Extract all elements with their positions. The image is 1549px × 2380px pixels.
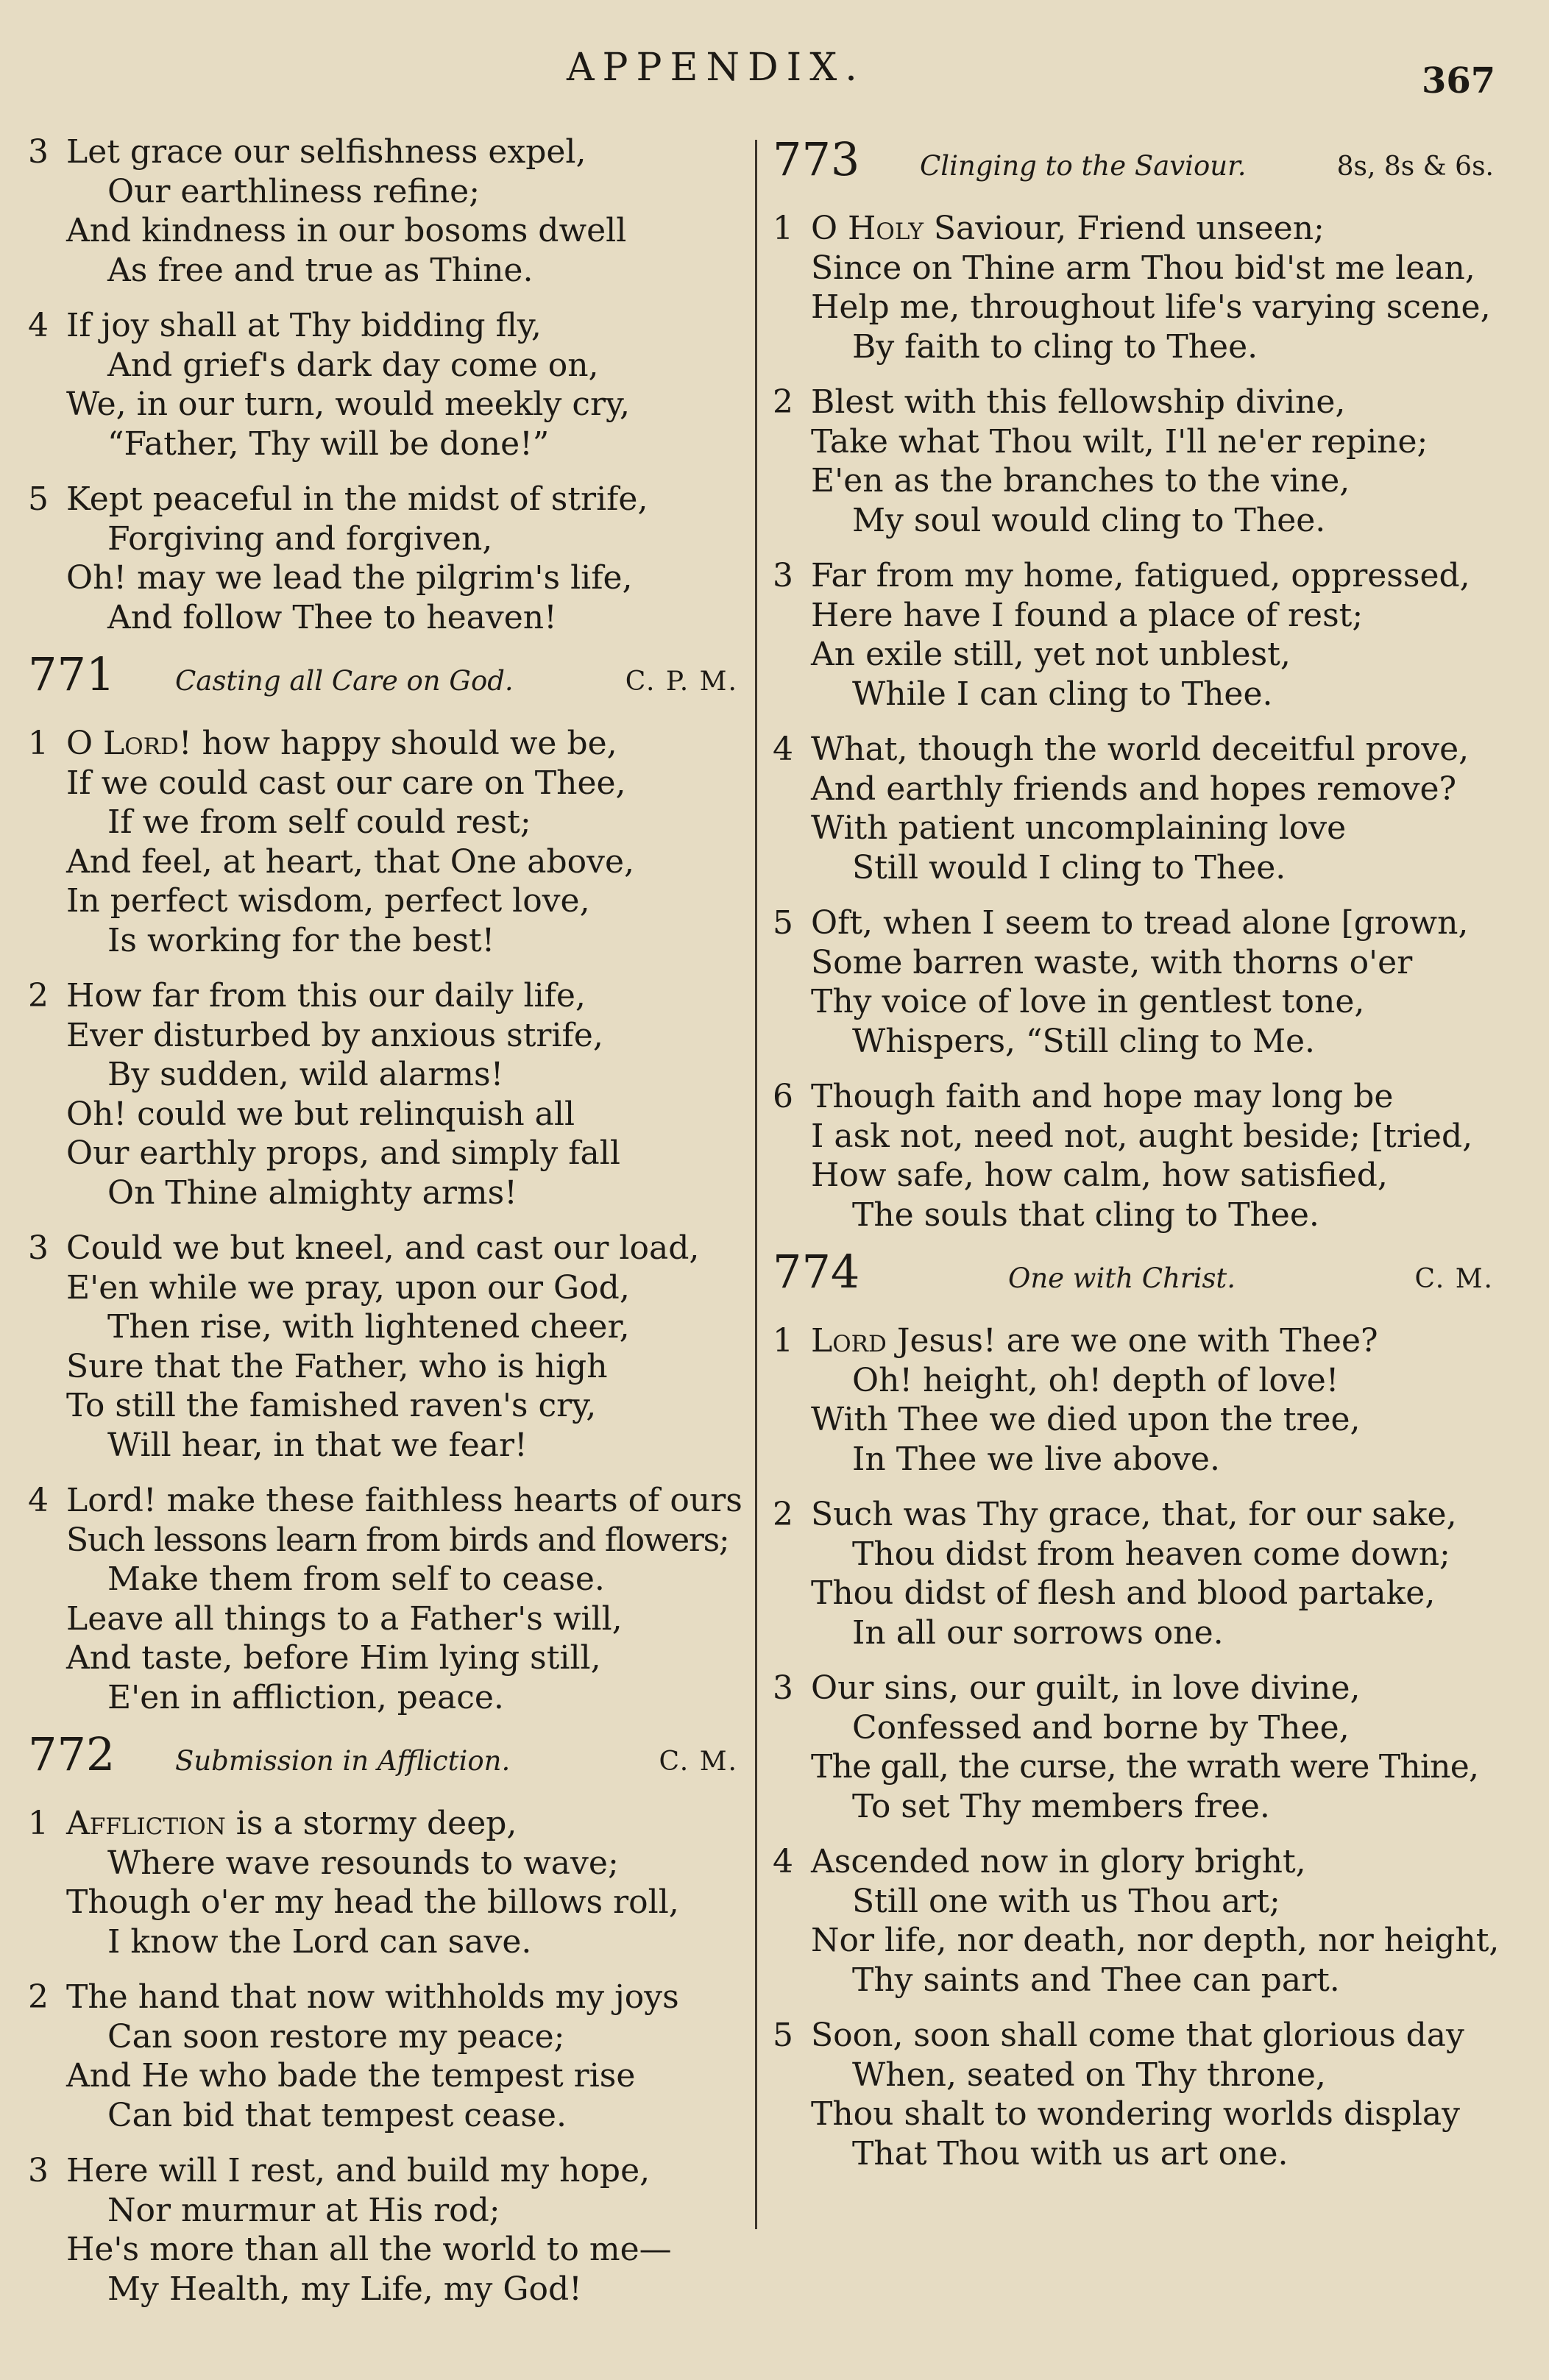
verse-line: If we from self could rest; xyxy=(107,803,531,841)
verse-line: Ever disturbed by anxious strife, xyxy=(66,1016,603,1054)
verse-line: Nor life, nor death, nor depth, nor height, xyxy=(811,1922,1500,1959)
left-column xyxy=(28,132,745,2325)
verse-line: And earthly friends and hopes remove? xyxy=(811,770,1457,808)
verse-line: My soul would cling to Thee. xyxy=(852,501,1326,539)
hymn-heading-774 xyxy=(773,1245,1501,1311)
stanza xyxy=(28,132,745,290)
stanza-number: 1 xyxy=(773,210,793,247)
verse-line: “Father, Thy will be done!” xyxy=(107,425,550,463)
hymn-heading-771 xyxy=(28,647,745,714)
stanza xyxy=(773,903,1501,1061)
verse-line: Thou didst of flesh and blood partake, xyxy=(811,1574,1436,1612)
stanza-number: 3 xyxy=(28,2152,49,2189)
stanza xyxy=(773,1077,1501,1235)
verse-line: E'en as the branches to the vine, xyxy=(811,462,1350,500)
verse-line: If joy shall at Thy bidding fly, xyxy=(66,307,542,344)
hymn-title: Submission in Affliction. xyxy=(175,1745,511,1777)
verse-line: Some barren waste, with thorns o'er xyxy=(811,943,1413,981)
stanza-number: 4 xyxy=(28,307,49,344)
verse-line: Thou didst from heaven come down; xyxy=(852,1535,1450,1573)
hymn-number: 773 xyxy=(773,132,860,186)
small-caps-lead: O Holy xyxy=(811,210,924,247)
stanza xyxy=(773,730,1501,887)
verse-line: In Thee we live above. xyxy=(852,1440,1220,1478)
verse-line: Help me, throughout life's varying scene, xyxy=(811,288,1491,326)
verse-line: Ascended now in glory bright, xyxy=(811,1843,1306,1880)
verse-line: By faith to cling to Thee. xyxy=(852,327,1258,366)
stanza-number: 4 xyxy=(28,1482,49,1519)
verse-line: is a stormy deep, xyxy=(225,1805,517,1842)
verse-line: Leave all things to a Father's will, xyxy=(66,1599,623,1638)
verse-line: By sudden, wild alarms! xyxy=(107,1056,504,1093)
verse-line: How far from this our daily life, xyxy=(66,977,586,1015)
stanza xyxy=(28,976,745,1212)
verse-line: To still the famished raven's cry, xyxy=(66,1387,597,1424)
stanza-number: 3 xyxy=(773,557,793,594)
stanza xyxy=(773,1842,1501,2000)
page-header xyxy=(0,46,1549,104)
verse-line: Soon, soon shall come that glorious day xyxy=(811,2017,1464,2054)
verse-line: Still one with us Thou art; xyxy=(852,1882,1280,1920)
right-column xyxy=(773,132,1501,2189)
running-head: APPENDIX. xyxy=(567,46,865,90)
hymn-meter: 8s, 8s & 6s. xyxy=(1336,152,1494,182)
small-caps-lead: Affliction xyxy=(66,1805,226,1842)
verse-line: Our earthliness refine; xyxy=(107,172,481,210)
verse-line: The gall, the curse, the wrath were Thine, xyxy=(811,1748,1479,1786)
stanza-number: 5 xyxy=(28,480,49,518)
verse-line: And feel, at heart, that One above, xyxy=(66,842,634,881)
stanza-number: 3 xyxy=(773,1669,793,1707)
verse-line: With patient uncomplaining love xyxy=(811,809,1347,847)
verse-line: Our sins, our guilt, in love divine, xyxy=(811,1669,1361,1707)
verse-line: E'en while we pray, upon our God, xyxy=(66,1268,630,1307)
verse-line: My Health, my Life, my God! xyxy=(107,2270,582,2308)
verse-line: E'en in affliction, peace. xyxy=(107,1678,504,1716)
hymn-number: 772 xyxy=(28,1727,116,1781)
verse-line: And taste, before Him lying still, xyxy=(66,1639,601,1677)
verse-line: Oft, when I seem to tread alone [grown, xyxy=(811,904,1469,942)
stanza xyxy=(773,556,1501,714)
stanza-number: 2 xyxy=(28,1978,49,2016)
verse-line: And follow Thee to heaven! xyxy=(107,598,557,636)
stanza-number: 1 xyxy=(773,1322,793,1360)
verse-line: Confessed and borne by Thee, xyxy=(852,1708,1350,1747)
verse-line: And kindness in our bosoms dwell xyxy=(66,212,627,249)
verse-line: Since on Thine arm Thou bid'st me lean, xyxy=(811,249,1475,287)
stanza-number: 2 xyxy=(773,383,793,421)
stanza xyxy=(773,383,1501,540)
verse-line: I know the Lord can save. xyxy=(107,1922,532,1961)
verse-line: An exile still, yet not unblest, xyxy=(811,636,1291,673)
verse-line: Though faith and hope may long be xyxy=(811,1078,1394,1115)
hymn-meter: C. P. M. xyxy=(625,667,738,697)
stanza-number: 3 xyxy=(28,1229,49,1267)
stanza-number: 3 xyxy=(28,133,49,171)
verse-line: Blest with this fellowship divine, xyxy=(811,383,1346,421)
verse-line: Far from my home, fatigued, oppressed, xyxy=(811,557,1470,594)
column-divider xyxy=(755,140,757,2229)
verse-line: Could we but kneel, and cast our load, xyxy=(66,1229,700,1267)
hymn-heading-773 xyxy=(773,132,1501,199)
stanza xyxy=(28,2151,745,2309)
hymn-meter: C. M. xyxy=(1414,1264,1494,1294)
verse-line: Thy saints and Thee can part. xyxy=(852,1961,1340,1999)
verse-line: Nor murmur at His rod; xyxy=(107,2191,500,2229)
stanza xyxy=(773,1495,1501,1652)
small-caps-lead: O Lord xyxy=(66,725,179,762)
verse-line: Thou shalt to wondering worlds display xyxy=(811,2095,1460,2133)
verse-line: If we could cast our care on Thee, xyxy=(66,764,626,802)
verse-line: To set Thy members free. xyxy=(852,1787,1270,1825)
stanza-number: 5 xyxy=(773,2017,793,2054)
verse-line: Oh! could we but relinquish all xyxy=(66,1095,575,1133)
verse-line: Where wave resounds to wave; xyxy=(107,1844,619,1882)
verse-line: And grief's dark day come on, xyxy=(107,346,599,384)
verse-line: Is working for the best! xyxy=(107,921,495,959)
hymn-meter: C. M. xyxy=(659,1747,738,1777)
verse-line: As free and true as Thine. xyxy=(107,251,534,289)
verse-line: When, seated on Thy throne, xyxy=(852,2056,1326,2094)
stanza-number: 1 xyxy=(28,1805,49,1842)
small-caps-lead: Lord xyxy=(811,1322,887,1360)
verse-line: Make them from self to cease. xyxy=(107,1560,605,1598)
verse-line: Jesus! are we one with Thee? xyxy=(886,1322,1378,1360)
stanza xyxy=(28,1978,745,2135)
stanza xyxy=(28,306,745,463)
verse-line: And He who bade the tempest rise xyxy=(66,2057,636,2095)
page-number: 367 xyxy=(1422,60,1496,102)
verse-line: Can soon restore my peace; xyxy=(107,2017,565,2056)
hymn-title: Clinging to the Saviour. xyxy=(920,150,1247,182)
stanza xyxy=(28,1481,745,1717)
verse-line: I ask not, need not, aught beside; [tried, xyxy=(811,1117,1473,1155)
verse-line: What, though the world deceitful prove, xyxy=(811,731,1470,768)
stanza xyxy=(28,1804,745,1961)
verse-line: Such lessons learn from birds and flowers; xyxy=(66,1521,729,1559)
verse-line: Oh! may we lead the pilgrim's life, xyxy=(66,559,633,597)
verse-line: Sure that the Father, who is high xyxy=(66,1347,608,1385)
verse-line: In perfect wisdom, perfect love, xyxy=(66,882,590,920)
verse-line: Here will I rest, and build my hope, xyxy=(66,2152,651,2189)
verse-line: The souls that cling to Thee. xyxy=(852,1196,1319,1234)
verse-line: Take what Thou wilt, I'll ne'er repine; xyxy=(811,422,1428,461)
verse-line: With Thee we died upon the tree, xyxy=(811,1401,1361,1438)
verse-line: While I can cling to Thee. xyxy=(852,675,1273,713)
stanza xyxy=(773,1321,1501,1479)
verse-line: He's more than all the world to me— xyxy=(66,2231,672,2268)
hymn-title: One with Christ. xyxy=(1008,1262,1236,1294)
verse-line: On Thine almighty arms! xyxy=(107,1173,517,1212)
verse-line: Lord! make these faithless hearts of ours xyxy=(66,1482,742,1519)
stanza xyxy=(28,1229,745,1465)
stanza-number: 6 xyxy=(773,1078,793,1115)
stanza-number: 2 xyxy=(28,977,49,1015)
verse-line: Will hear, in that we fear! xyxy=(107,1426,528,1464)
verse-line: Our earthly props, and simply fall xyxy=(66,1134,620,1172)
stanza-number: 4 xyxy=(773,1843,793,1880)
verse-line: Let grace our selfishness expel, xyxy=(66,133,586,171)
verse-line: We, in our turn, would meekly cry, xyxy=(66,386,631,423)
stanza-number: 4 xyxy=(773,731,793,768)
verse-line: Kept peaceful in the midst of strife, xyxy=(66,480,648,518)
stanza xyxy=(28,724,745,960)
hymn-number: 774 xyxy=(773,1245,860,1299)
hymn-number: 771 xyxy=(28,647,116,701)
verse-line: ! how happy should we be, xyxy=(178,725,617,762)
verse-line: Forgiving and forgiven, xyxy=(107,519,493,558)
verse-line: In all our sorrows one. xyxy=(852,1613,1224,1652)
verse-line: Thy voice of love in gentlest tone, xyxy=(811,983,1365,1020)
stanza xyxy=(28,480,745,637)
verse-line: Then rise, with lightened cheer, xyxy=(107,1308,630,1346)
stanza xyxy=(773,1669,1501,1826)
verse-line: Oh! height, oh! depth of love! xyxy=(852,1361,1339,1399)
stanza xyxy=(773,209,1501,366)
verse-line: The hand that now withholds my joys xyxy=(66,1978,679,2016)
verse-line: Here have I found a place of rest; xyxy=(811,596,1364,634)
verse-line: Saviour, Friend unseen; xyxy=(923,210,1325,247)
verse-line: That Thou with us art one. xyxy=(852,2134,1289,2173)
stanza-number: 5 xyxy=(773,904,793,942)
verse-line: Still would I cling to Thee. xyxy=(852,848,1286,887)
verse-line: Such was Thy grace, that, for our sake, xyxy=(811,1496,1457,1533)
verse-line: Though o'er my head the billows roll, xyxy=(66,1883,679,1921)
hymn-heading-772 xyxy=(28,1727,745,1794)
stanza xyxy=(773,2016,1501,2173)
stanza-number: 1 xyxy=(28,725,49,762)
hymn-title: Casting all Care on God. xyxy=(175,665,514,697)
stanza-number: 2 xyxy=(773,1496,793,1533)
verse-line: Whispers, “Still cling to Me. xyxy=(852,1022,1316,1060)
verse-line: How safe, how calm, how satisfied, xyxy=(811,1157,1388,1194)
verse-line: Can bid that tempest cease. xyxy=(107,2096,567,2134)
